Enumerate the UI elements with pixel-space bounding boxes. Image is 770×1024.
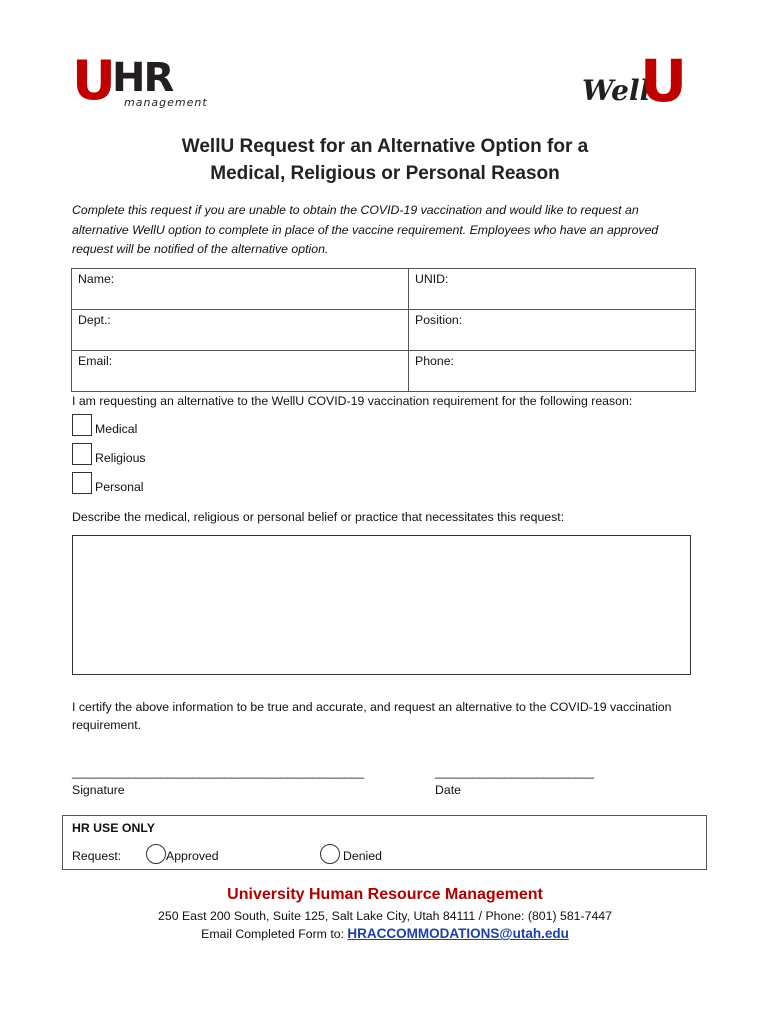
page-title — [0, 133, 770, 187]
reason-prompt: I am requesting an alternative to the WellU COVID-19 vaccination requirement for the following reason: — [72, 394, 633, 408]
wellu-logo — [582, 47, 698, 115]
name-label: Name: — [78, 272, 115, 286]
personal-checkbox[interactable] — [72, 472, 92, 494]
dept-field[interactable] — [72, 310, 409, 351]
signature-line[interactable]: ______________________________________________ — [72, 765, 364, 779]
intro-text: Complete this request if you are unable to obtain the COVID-19 vaccination and would like to request an alternative WellU option to complete in place of the vaccine requirement. Employees who have an approved request will be notified of the alternative option. — [72, 203, 659, 256]
uhr-logo-hr: HR — [112, 55, 173, 101]
phone-field[interactable] — [409, 351, 696, 392]
medical-label: Medical — [95, 422, 138, 436]
approved-radio[interactable] — [146, 844, 166, 864]
position-label: Position: — [415, 313, 463, 327]
unid-field[interactable] — [409, 269, 696, 310]
certify-text: I certify the above information to be true and accurate, and request an alternative to the COVID-19 vaccination requirement. — [72, 700, 672, 732]
uhr-logo-sub: management — [124, 96, 208, 109]
email-field[interactable] — [72, 351, 409, 392]
title-line-2: Medical, Religious or Personal Reason — [210, 163, 560, 184]
date-line[interactable]: _________________________ — [435, 765, 594, 779]
wellu-logo-well: Well — [582, 74, 651, 107]
footer-email-label: Email Completed Form to: — [201, 927, 344, 941]
approved-label: Approved — [166, 849, 219, 863]
describe-prompt: Describe the medical, religious or personal belief or practice that necessitates this request: — [72, 510, 565, 524]
email-label: Email: — [78, 354, 113, 368]
title-line-1: WellU Request for an Alternative Option for a — [181, 136, 589, 157]
signature-label: Signature — [72, 783, 125, 797]
denied-radio[interactable] — [320, 844, 340, 864]
medical-checkbox[interactable] — [72, 414, 92, 436]
request-label: Request: — [72, 849, 122, 863]
employee-info-table — [71, 268, 696, 392]
name-field[interactable] — [72, 269, 409, 310]
dept-label: Dept.: — [78, 313, 111, 327]
uhr-management-logo — [72, 49, 208, 112]
footer-email-link[interactable]: HRACCOMMODATIONS@utah.edu — [347, 926, 569, 941]
footer-org-name: University Human Resource Management — [227, 886, 543, 903]
unid-label: UNID: — [415, 272, 449, 286]
footer-address: 250 East 200 South, Suite 125, Salt Lake City, Utah 84111 / Phone: (801) 581-7447 — [158, 909, 612, 923]
religious-checkbox[interactable] — [72, 443, 92, 465]
uhr-logo-u: U — [72, 49, 114, 112]
phone-label: Phone: — [415, 354, 454, 368]
description-textbox[interactable] — [72, 535, 691, 675]
personal-label: Personal — [95, 480, 144, 494]
position-field[interactable] — [409, 310, 696, 351]
footer-email-row — [0, 926, 770, 941]
wellu-logo-u: U — [640, 47, 688, 115]
denied-label: Denied — [343, 849, 382, 863]
date-label: Date — [435, 783, 461, 797]
hr-use-only-box — [62, 815, 707, 870]
religious-label: Religious — [95, 451, 146, 465]
hr-use-heading: HR USE ONLY — [72, 821, 155, 835]
